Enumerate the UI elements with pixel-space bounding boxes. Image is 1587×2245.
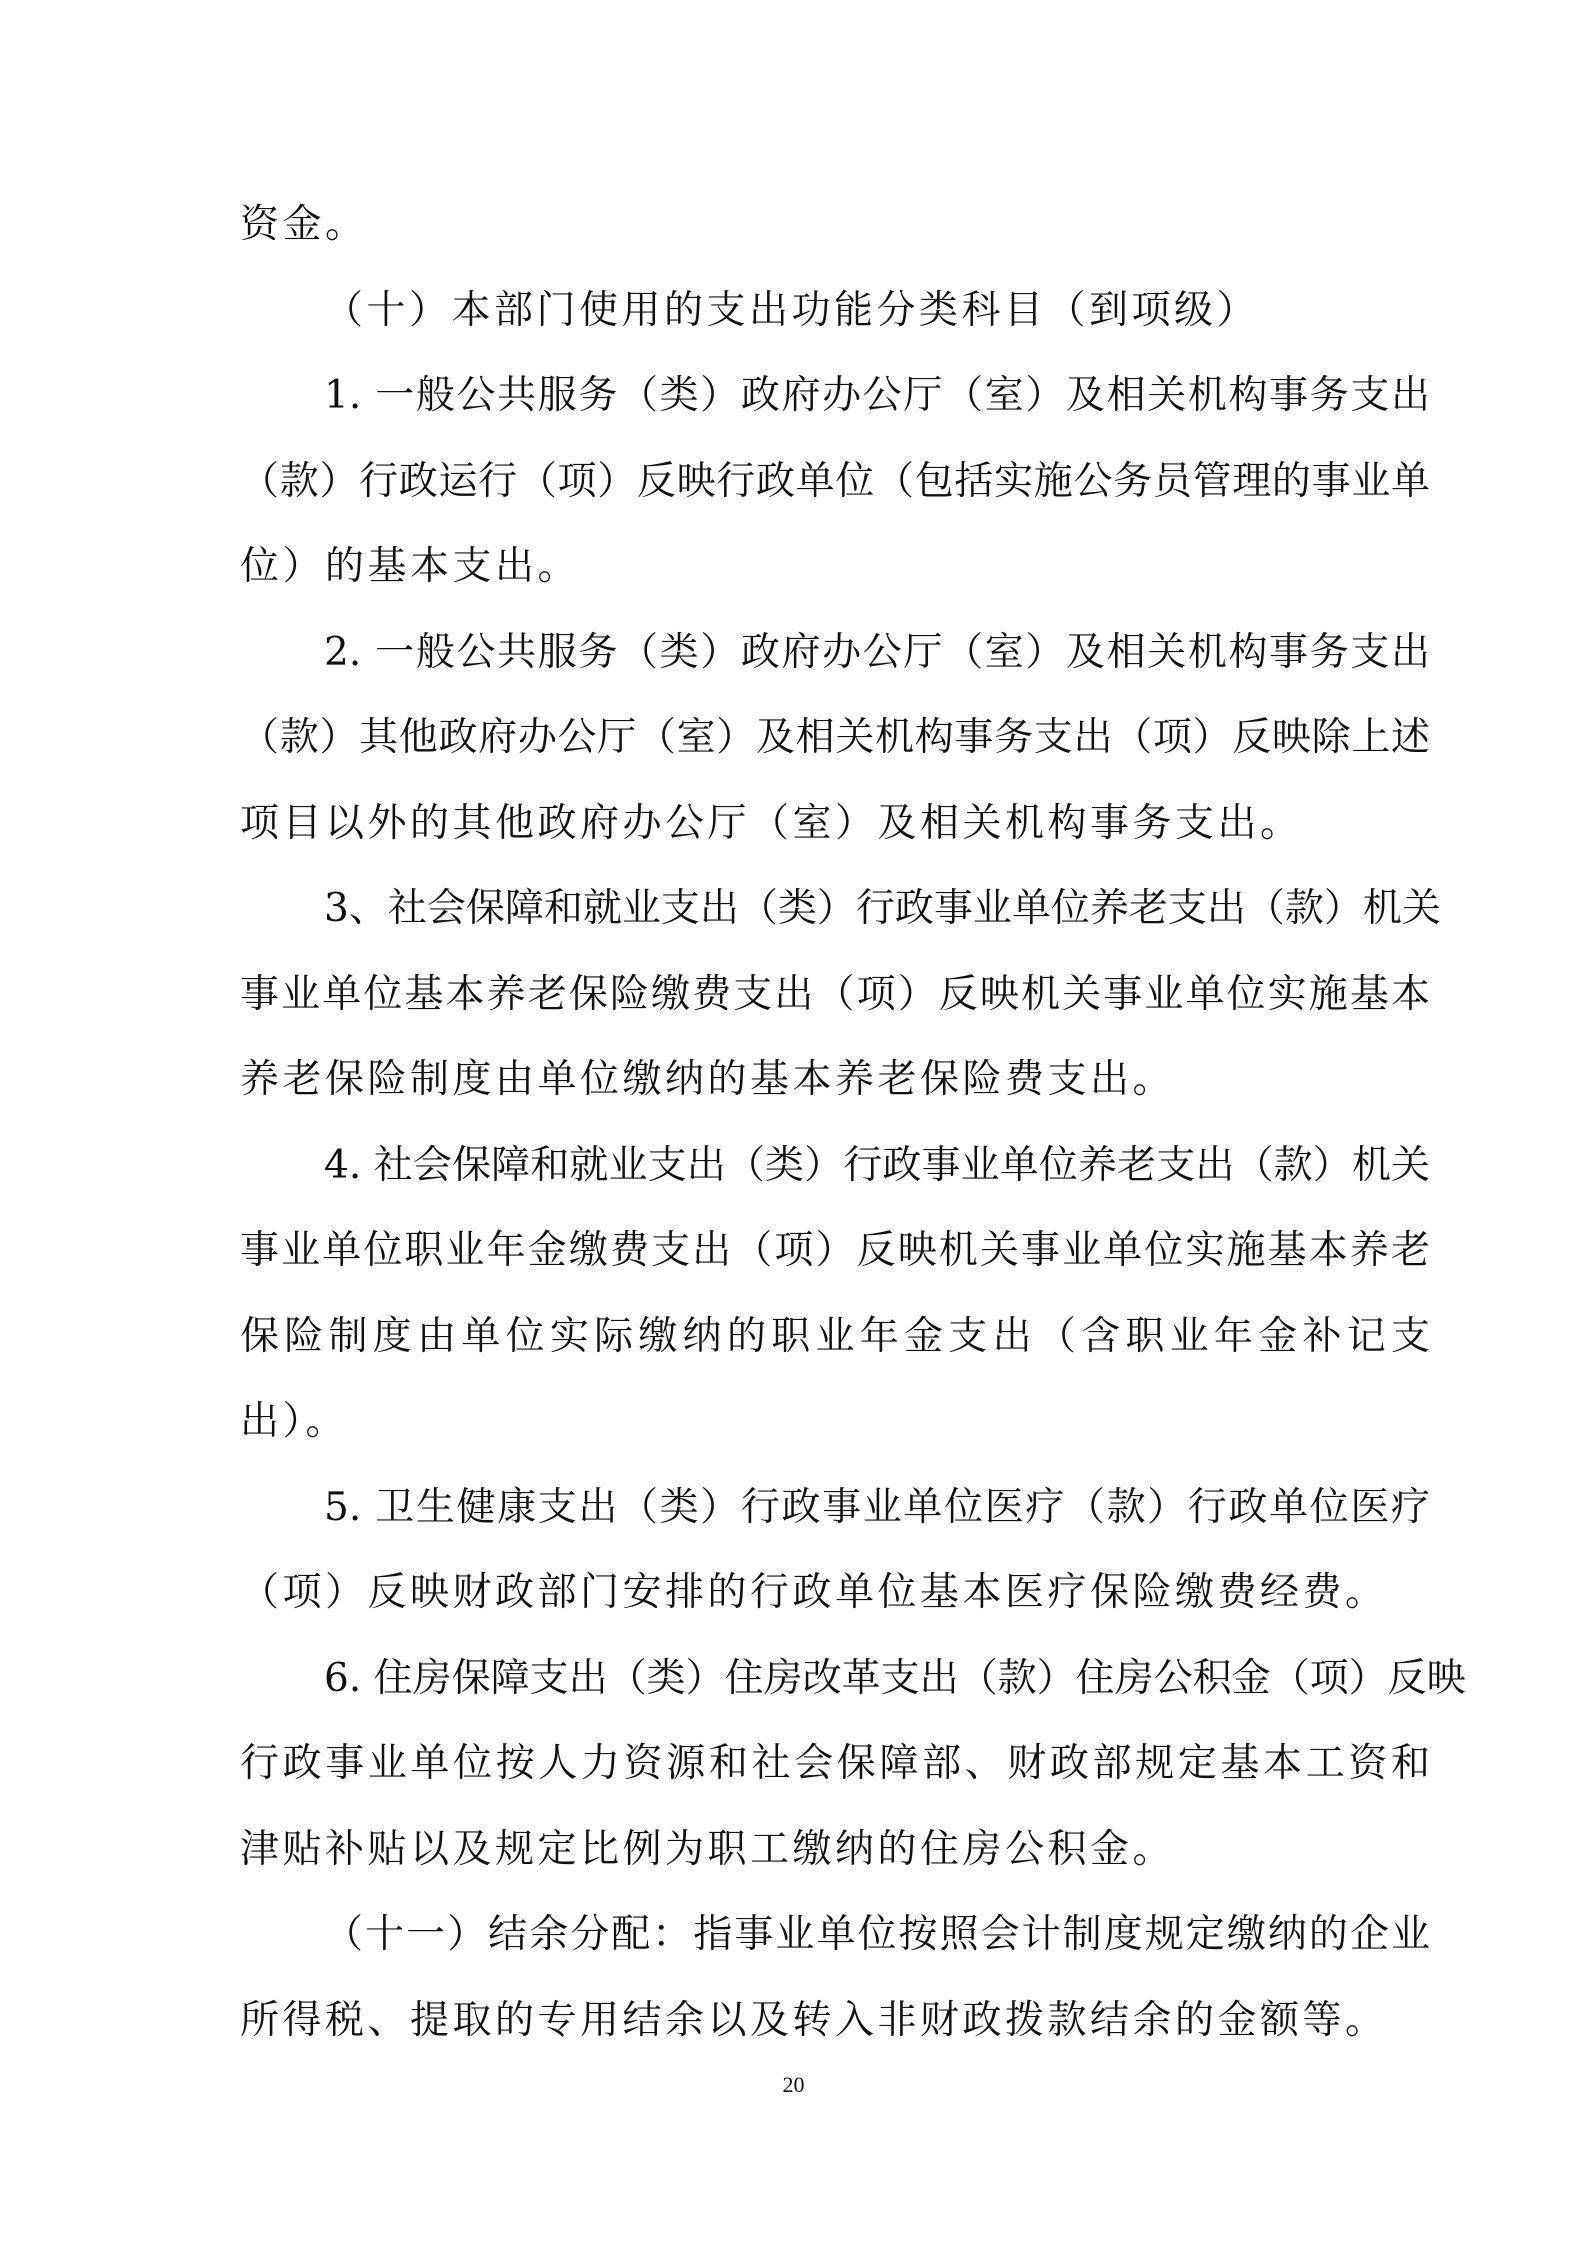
text-line: 保险制度由单位实际缴纳的职业年金支出（含职业年金补记支 — [240, 1313, 1430, 1359]
text-line: 3、社会保障和就业支出（类）行政事业单位养老支出（款）机关 — [324, 886, 1441, 931]
text-line: 事业单位职业年金缴费支出（项）反映机关事业单位实施基本养老 — [240, 1228, 1430, 1273]
text-line: 行政事业单位按人力资源和社会保障部、财政部规定基本工资和 — [240, 1741, 1430, 1786]
text-line: （款）行政运行（项）反映行政单位（包括实施公务员管理的事业单 — [240, 458, 1430, 504]
text-line: 出）。 — [240, 1399, 349, 1444]
text-line: 事业单位基本养老保险缴费支出（项）反映机关事业单位实施基本 — [240, 971, 1430, 1017]
text-line: 所得税、提取的专用结余以及转入非财政拨款结余的金额等。 — [240, 1997, 1388, 2043]
text-line: 5. 卫生健康支出（类）行政事业单位医疗（款）行政单位医疗 — [324, 1484, 1430, 1530]
page-number: 20 — [782, 2072, 805, 2097]
text-line: 6. 住房保障支出（类）住房改革支出（款）住房公积金（项）反映 — [324, 1655, 1466, 1701]
section-heading: （十）本部门使用的支出功能分类科目（到项级） — [324, 287, 1260, 333]
text-line: （项）反映财政部门安排的行政单位基本医疗保险缴费经费。 — [240, 1570, 1388, 1615]
text-line: （款）其他政府办公厅（室）及相关机构事务支出（项）反映除上述 — [240, 715, 1430, 760]
text-line: 养老保险制度由单位缴纳的基本养老保险费支出。 — [240, 1057, 1176, 1102]
document-body — [240, 182, 1466, 2063]
text-line: 资金。 — [240, 202, 368, 247]
text-line: 1. 一般公共服务（类）政府办公厅（室）及相关机构事务支出 — [324, 373, 1430, 418]
text-line: 位）的基本支出。 — [240, 544, 581, 589]
text-line: 项目以外的其他政府办公厅（室）及相关机构事务支出。 — [240, 800, 1303, 846]
text-line: 2. 一般公共服务（类）政府办公厅（室）及相关机构事务支出 — [324, 629, 1430, 675]
section-heading: （十一）结余分配：指事业单位按照会计制度规定缴纳的企业 — [324, 1912, 1430, 1957]
text-line: 津贴补贴以及规定比例为职工缴纳的住房公积金。 — [240, 1826, 1176, 1872]
text-line: 4. 社会保障和就业支出（类）行政事业单位养老支出（款）机关 — [324, 1142, 1430, 1188]
